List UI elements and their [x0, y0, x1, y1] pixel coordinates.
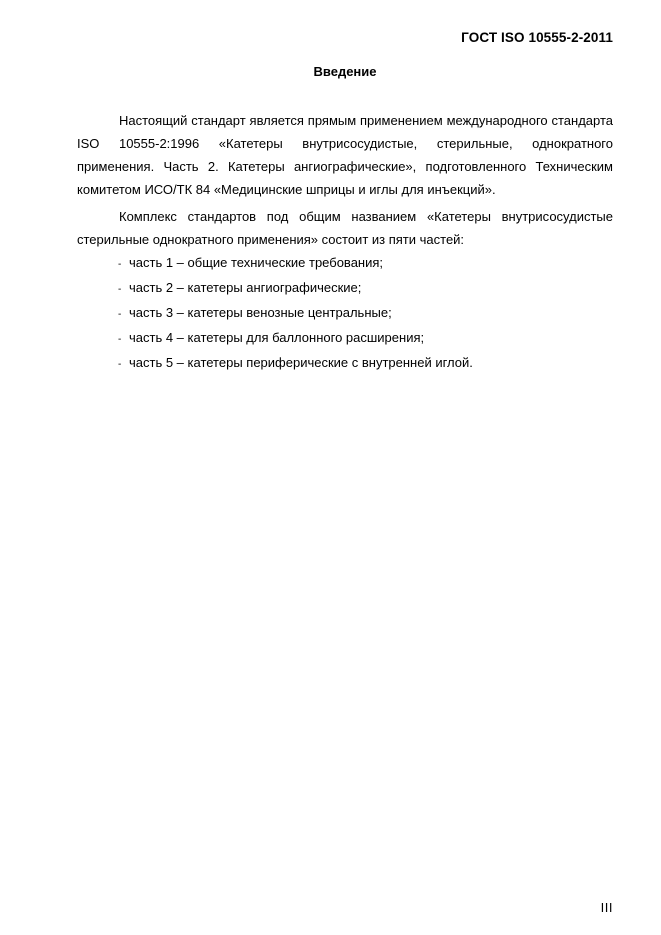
- list-bullet: -: [118, 284, 122, 295]
- list-item: [77, 276, 613, 301]
- list-item: [77, 326, 613, 351]
- paragraph-series: Комплекс стандартов под общим названием «Катетеры внутрисосудистые стерильные однократного применения» состоит из пяти частей:: [77, 209, 613, 247]
- section-title: Введение: [313, 64, 377, 79]
- body-text: [77, 109, 613, 376]
- list-bullet: -: [118, 359, 122, 370]
- list-item-text: часть 3 – катетеры венозные центральные;: [129, 305, 392, 320]
- standard-code-header: ГОСТ ISO 10555-2-2011: [461, 30, 613, 45]
- list-item: [77, 301, 613, 326]
- list-bullet: -: [118, 309, 122, 320]
- list-item-text: часть 4 – катетеры для баллонного расширения;: [129, 330, 425, 345]
- list-bullet: -: [118, 334, 122, 345]
- list-item-text: часть 5 – катетеры периферические с внутренней иглой.: [129, 355, 473, 370]
- list-bullet: -: [118, 259, 122, 270]
- list-item: [77, 351, 613, 376]
- list-item-text: часть 2 – катетеры ангиографические;: [129, 280, 362, 295]
- list-item: [77, 251, 613, 276]
- paragraph-scope: Настоящий стандарт является прямым применением международного стандарта ISO 10555-2:1996 «Катетеры внутрисосудистые, стерильные, однократного применения. Часть 2. Катетеры ангиографические», подготовленного Техническим комитетом ИСО/ТК 84 «Медицинские шприцы и иглы для инъекций».: [77, 113, 613, 197]
- page-number: III: [600, 900, 613, 915]
- parts-list: [77, 251, 613, 376]
- list-item-text: часть 1 – общие технические требования;: [129, 255, 384, 270]
